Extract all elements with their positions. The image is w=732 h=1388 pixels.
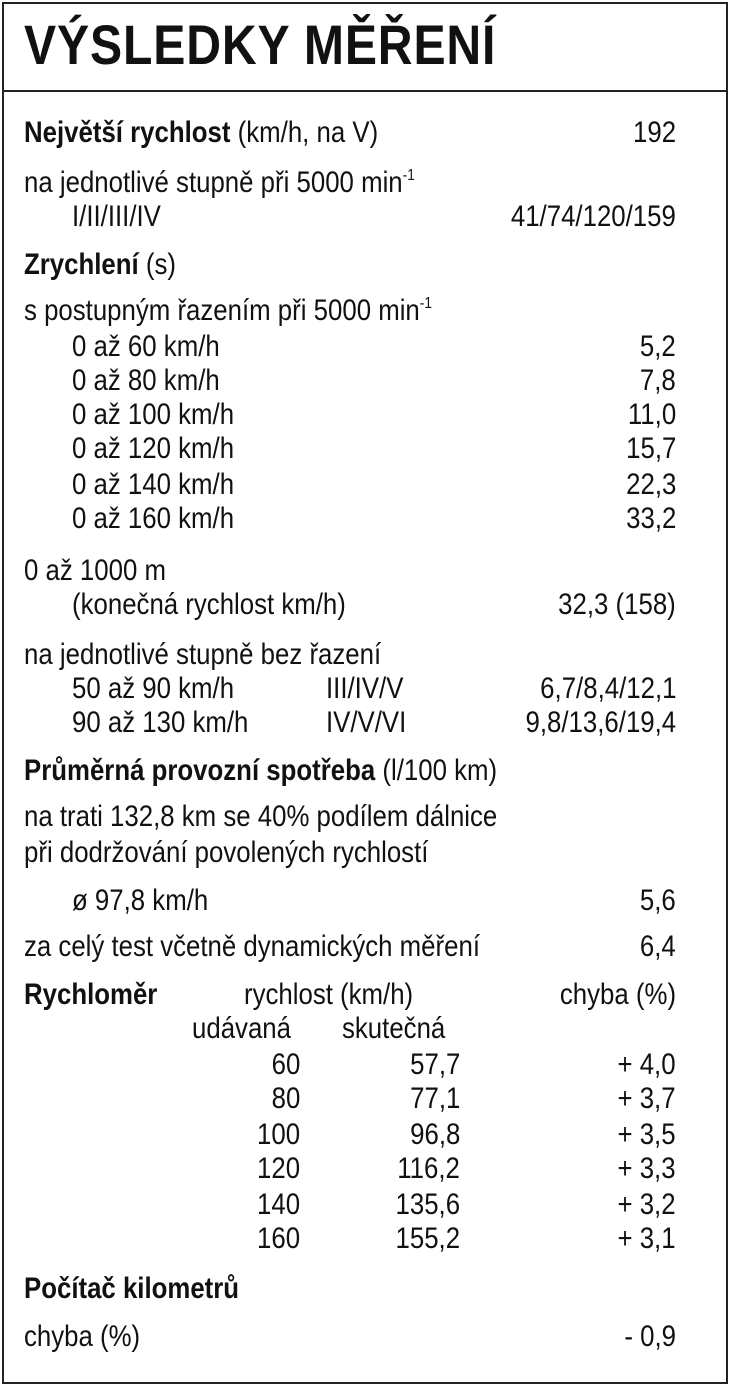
- km-value: 32,3 (158): [558, 588, 676, 621]
- elastic-row-gears: III/IV/V: [326, 672, 404, 705]
- speedometer-col-indicated: udávaná: [192, 1012, 291, 1045]
- speedo-indicated: 60: [271, 1048, 300, 1081]
- gears-label: na jednotlivé stupně při 5000 min: [24, 166, 403, 199]
- elastic-row-value: 9,8/13,6/19,4: [525, 706, 676, 739]
- speedo-error: + 3,1: [617, 1222, 676, 1255]
- accel-row-value: 5,2: [640, 330, 676, 363]
- shift-label: s postupným řazením při 5000 min: [24, 294, 420, 327]
- accel-row-value: 7,8: [640, 364, 676, 397]
- speedo-indicated: 80: [271, 1082, 300, 1115]
- speedo-indicated: 160: [256, 1222, 300, 1255]
- page-title: VÝSLEDKY MĚŘENÍ: [24, 13, 497, 76]
- elastic-row-label: 90 až 130 km/h: [72, 706, 249, 739]
- max-speed-label: Největší rychlost: [24, 116, 231, 149]
- odometer-label: Počítač kilometrů: [24, 1272, 240, 1305]
- speedo-indicated: 120: [256, 1152, 300, 1185]
- speedo-indicated: 140: [256, 1188, 300, 1221]
- max-speed-value: 192: [632, 116, 676, 149]
- shift-label-row: [24, 294, 432, 328]
- acceleration-label: Zrychlení: [24, 248, 139, 281]
- consumption-line2: při dodržování povolených rychlostí: [24, 836, 429, 869]
- consumption-label: Průměrná provozní spotřeba: [24, 754, 376, 787]
- speedo-actual: 135,6: [395, 1188, 460, 1221]
- odometer-error-value: - 0,9: [624, 1320, 676, 1353]
- elastic-row-value: 6,7/8,4/12,1: [539, 672, 676, 705]
- max-speed-row: [24, 116, 378, 150]
- speedometer-col-actual: skutečná: [342, 1012, 446, 1045]
- consumption-line1: na trati 132,8 km se 40% podílem dálnice: [24, 800, 498, 833]
- accel-row-value: 11,0: [627, 398, 676, 431]
- shift-sup: -1: [419, 295, 433, 312]
- accel-row-label: 0 až 160 km/h: [72, 502, 235, 535]
- max-speed-unit: (km/h, na V): [237, 116, 379, 149]
- km-sub: (konečná rychlost km/h): [72, 588, 346, 621]
- speedometer-label: Rychloměr: [24, 978, 158, 1011]
- speedo-actual: 155,2: [395, 1222, 460, 1255]
- speedometer-col-error: chyba (%): [559, 978, 676, 1011]
- speedo-actual: 96,8: [409, 1118, 460, 1151]
- speedometer-col-speed: rychlost (km/h): [244, 978, 414, 1011]
- accel-row-label: 0 až 120 km/h: [72, 432, 235, 465]
- acceleration-unit: (s): [145, 248, 176, 281]
- speedo-error: + 3,7: [617, 1082, 676, 1115]
- speedo-error: + 4,0: [617, 1048, 676, 1081]
- accel-row-value: 22,3: [625, 468, 676, 501]
- speedo-actual: 77,1: [409, 1082, 460, 1115]
- consumption-total-label: za celý test včetně dynamických měření: [24, 930, 480, 963]
- consumption-avg-value: 5,6: [640, 884, 676, 917]
- elastic-label: na jednotlivé stupně bez řazení: [24, 638, 382, 671]
- accel-row-label: 0 až 140 km/h: [72, 468, 235, 501]
- speedo-error: + 3,5: [617, 1118, 676, 1151]
- accel-row-label: 0 až 60 km/h: [72, 330, 220, 363]
- accel-row-label: 0 až 80 km/h: [72, 364, 220, 397]
- accel-row-label: 0 až 100 km/h: [72, 398, 235, 431]
- speedo-error: + 3,2: [617, 1188, 676, 1221]
- gears-label-row: [24, 166, 415, 200]
- consumption-row: [24, 754, 497, 788]
- gears-sup: -1: [402, 167, 415, 184]
- accel-row-value: 33,2: [625, 502, 676, 535]
- acceleration-row: [24, 248, 176, 282]
- gears-value: 41/74/120/159: [511, 200, 676, 233]
- accel-row-value: 15,7: [625, 432, 676, 465]
- speedo-error: + 3,3: [617, 1152, 676, 1185]
- km-label: 0 až 1000 m: [24, 554, 166, 587]
- speedo-actual: 57,7: [409, 1048, 460, 1081]
- consumption-avg-label: ø 97,8 km/h: [72, 884, 209, 917]
- consumption-unit: (l/100 km): [382, 754, 498, 787]
- speedo-actual: 116,2: [397, 1152, 460, 1185]
- elastic-row-gears: IV/V/VI: [326, 706, 407, 739]
- speedo-indicated: 100: [256, 1118, 300, 1151]
- header: [4, 4, 726, 92]
- consumption-total-value: 6,4: [640, 930, 676, 963]
- odometer-error-label: chyba (%): [24, 1320, 141, 1353]
- gears-list: I/II/III/IV: [72, 200, 161, 233]
- elastic-row-label: 50 až 90 km/h: [72, 672, 235, 705]
